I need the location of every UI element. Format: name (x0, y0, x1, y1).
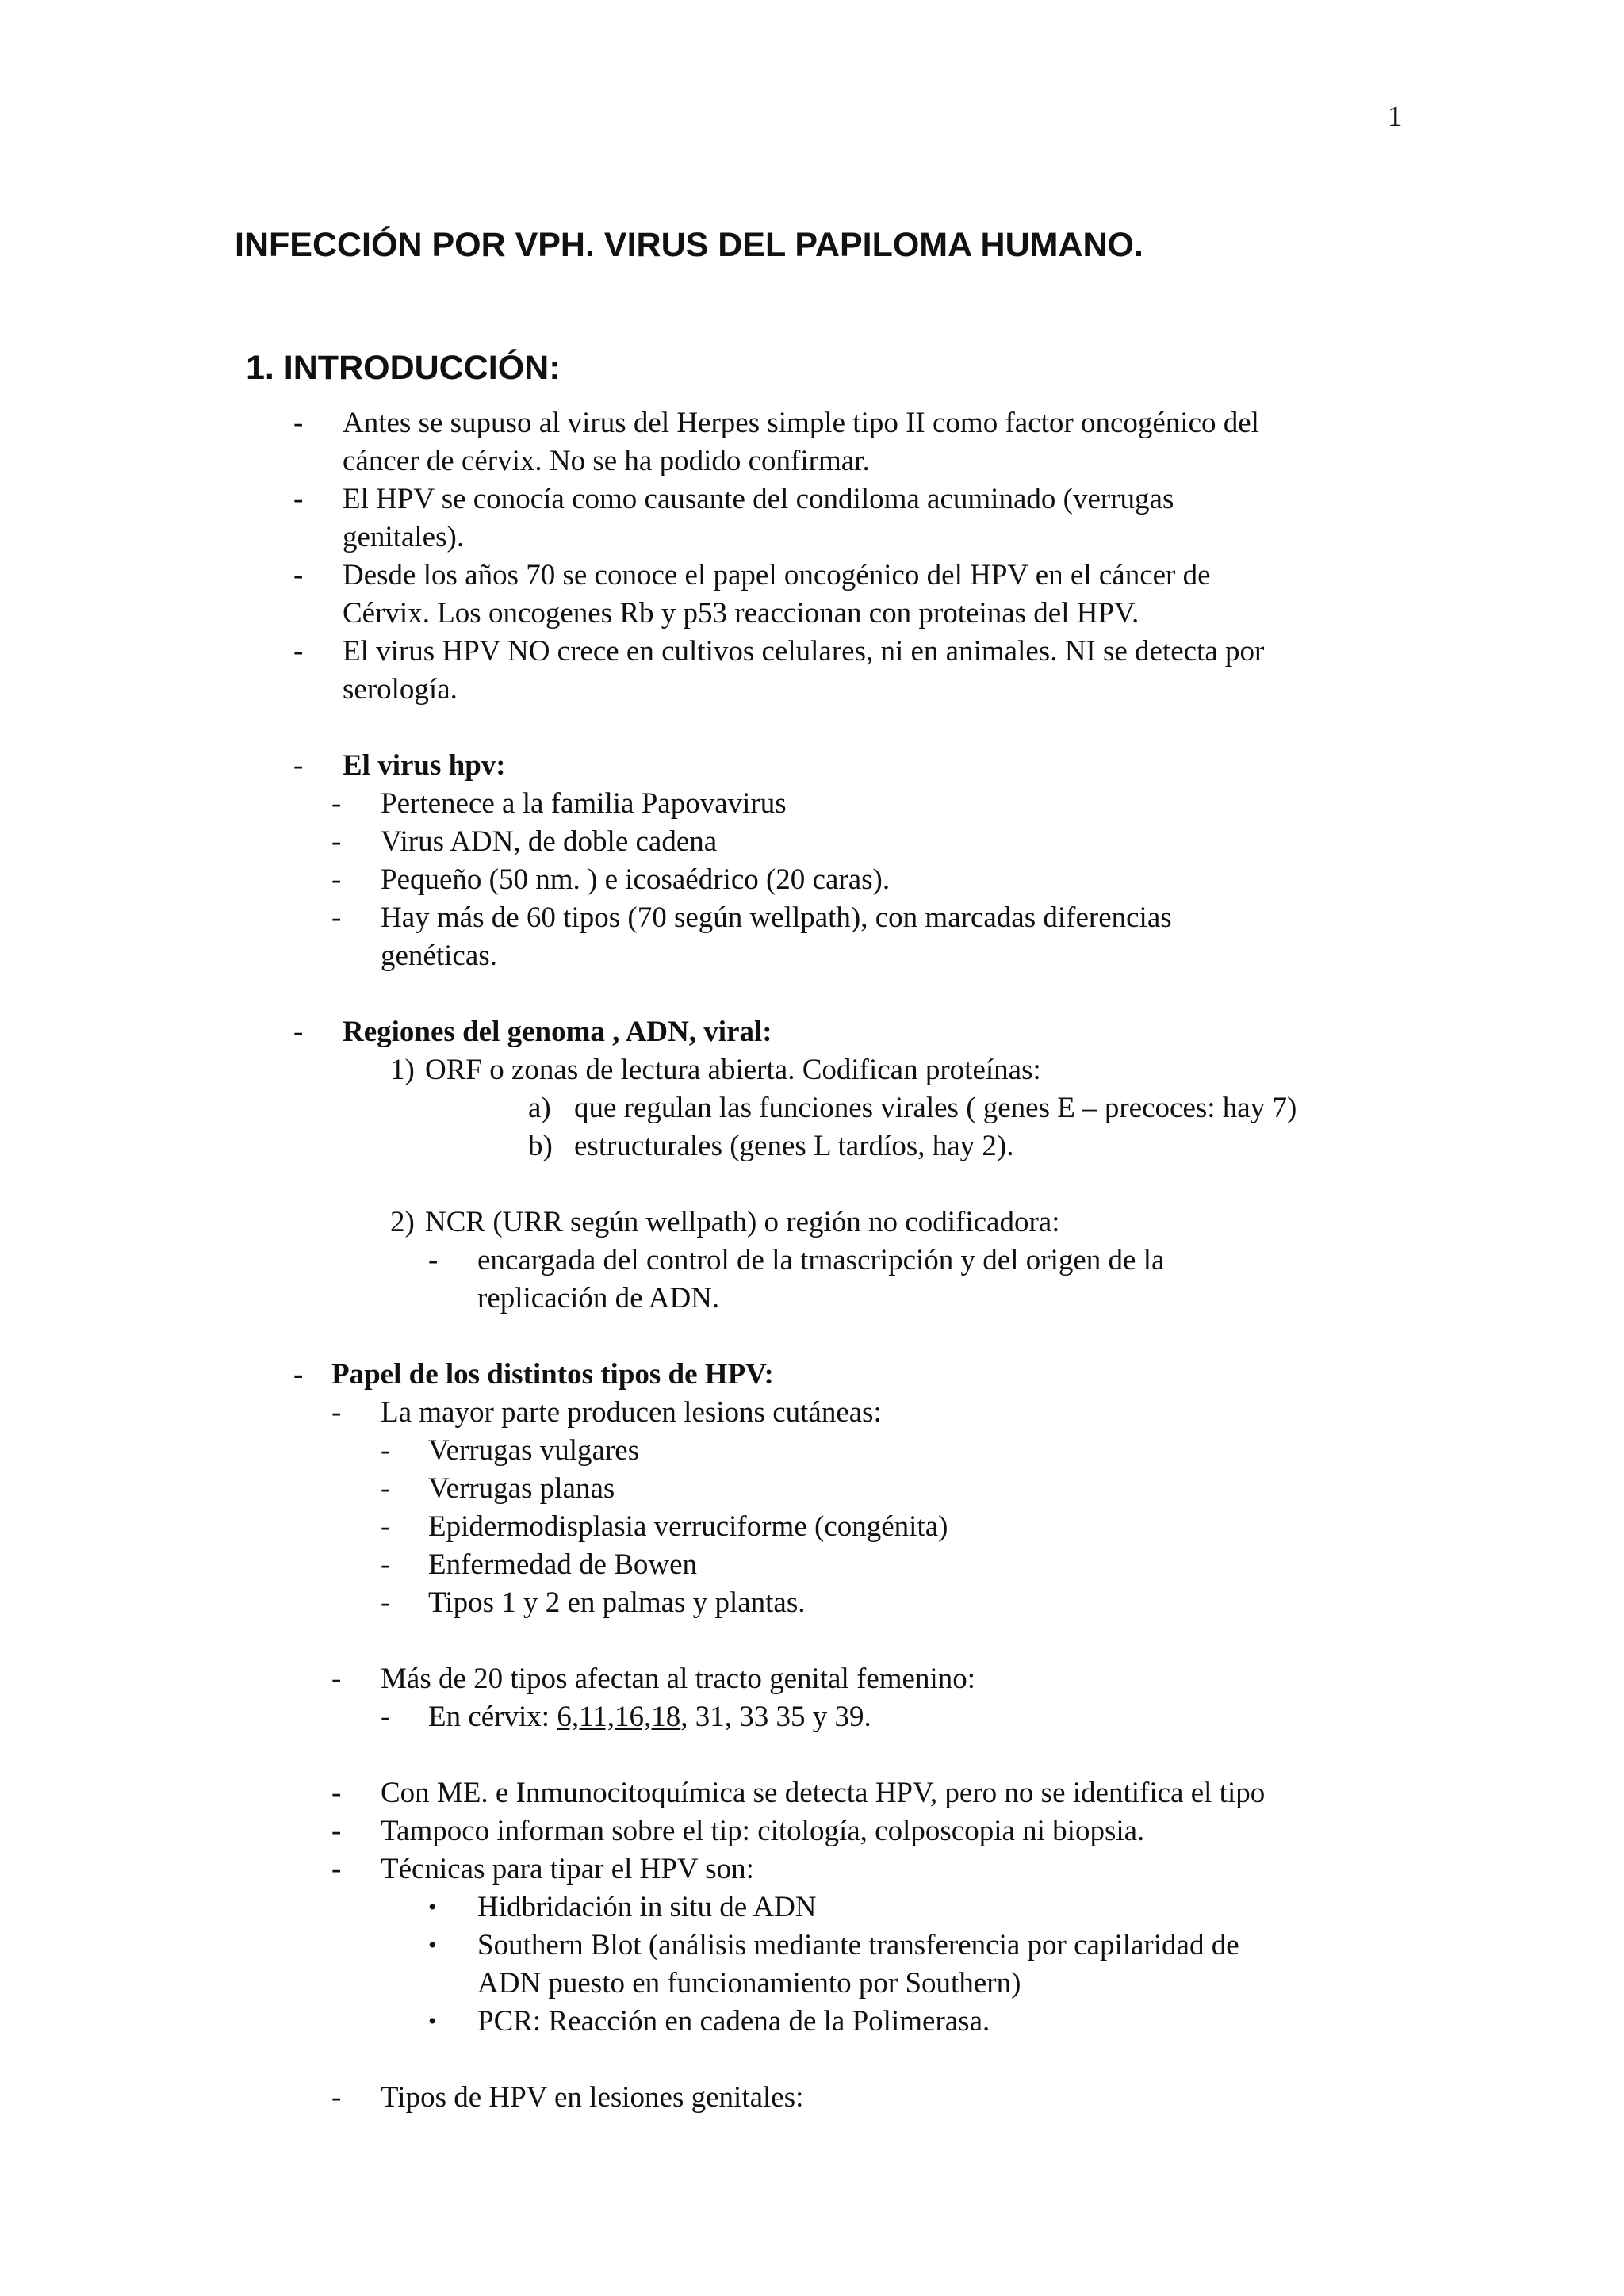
bullet-dot: • (428, 1932, 437, 1958)
dash-bullet: - (331, 825, 342, 858)
technique-item: Hidbridación in situ de ADN (477, 1891, 817, 1923)
dash-bullet: - (381, 1472, 391, 1505)
number-label: 2) (390, 1206, 415, 1238)
dash-bullet: - (293, 749, 304, 782)
dash-bullet: - (381, 1548, 391, 1581)
cutaneous-item: Verrugas planas (428, 1472, 615, 1505)
me-text: Con ME. e Inmunocitoquímica se detecta HPV, pero no se identifica el tipo (381, 1777, 1266, 1809)
intro-item-2-line-2: genitales). (343, 521, 465, 553)
dash-bullet: - (331, 1777, 342, 1809)
page-number: 1 (1388, 101, 1403, 133)
dash-bullet: - (331, 1853, 342, 1885)
orf-item-b: estructurales (genes L tardíos, hay 2). (574, 1130, 1014, 1162)
virus-item-4-line-1: Hay más de 60 tipos (70 según wellpath), con marcadas diferencias (381, 901, 1172, 934)
technique-item-line-1: Southern Blot (análisis mediante transferencia por capilaridad de (477, 1929, 1239, 1961)
dash-bullet: - (293, 559, 304, 591)
dash-bullet: - (331, 1663, 342, 1695)
dash-bullet: - (381, 1434, 391, 1467)
cervix-line (428, 1698, 871, 1736)
letter-label: a) (528, 1092, 551, 1124)
genital-text: Más de 20 tipos afectan al tracto genital femenino: (381, 1663, 976, 1695)
dash-bullet: - (293, 483, 304, 515)
cutaneous-item: Enfermedad de Bowen (428, 1548, 698, 1581)
dash-bullet: - (331, 1396, 342, 1429)
dash-bullet: - (293, 1358, 304, 1391)
dash-bullet: - (331, 2081, 342, 2114)
intro-item-3-line-2: Cérvix. Los oncogenes Rb y p53 reaccionan con proteinas del HPV. (343, 597, 1139, 629)
dash-bullet: - (331, 1815, 342, 1847)
intro-item-1-line-2: cáncer de cérvix. No se ha podido confirmar. (343, 445, 870, 477)
tecnicas-text: Técnicas para tipar el HPV son: (381, 1853, 754, 1885)
dash-bullet: - (293, 635, 304, 668)
cutaneous-item: Tipos 1 y 2 en palmas y plantas. (428, 1586, 806, 1619)
section-heading: 1. INTRODUCCIÓN: (246, 349, 561, 387)
technique-item: PCR: Reacción en cadena de la Polimerasa. (477, 2005, 990, 2038)
intro-item-2-line-1: El HPV se conocía como causante del condiloma acuminado (verrugas (343, 483, 1174, 515)
roles-heading: Papel de los distintos tipos de HPV: (331, 1358, 774, 1391)
cutaneous-item: Epidermodisplasia verruciforme (congénita) (428, 1510, 948, 1543)
technique-item-line-2: ADN puesto en funcionamiento por Southern) (477, 1967, 1021, 1999)
genome-heading: Regiones del genoma , ADN, viral: (343, 1016, 772, 1048)
virus-item: Pertenece a la familia Papovavirus (381, 787, 787, 820)
dash-bullet: - (381, 1701, 391, 1733)
cervix-suffix: , 31, 33 35 y 39. (680, 1701, 871, 1733)
bullet-dot: • (428, 2008, 437, 2034)
bullet-dot: • (428, 1894, 437, 1920)
cervix-underlined-types: 6,11,16,18 (557, 1701, 681, 1733)
virus-heading: El virus hpv: (343, 749, 506, 782)
dash-bullet: - (331, 787, 342, 820)
dash-bullet: - (381, 1586, 391, 1619)
intro-item-3-line-1: Desde los años 70 se conoce el papel oncogénico del HPV en el cáncer de (343, 559, 1211, 591)
letter-label: b) (528, 1130, 553, 1162)
ncr-item-line-2: replicación de ADN. (477, 1282, 720, 1314)
virus-item: Virus ADN, de doble cadena (381, 825, 718, 858)
dash-bullet: - (331, 901, 342, 934)
ncr-text: NCR (URR según wellpath) o región no codificadora: (425, 1206, 1060, 1238)
intro-item-4-line-2: serología. (343, 673, 458, 706)
dash-bullet: - (331, 863, 342, 896)
tampoco-text: Tampoco informan sobre el tip: citología, colposcopia ni biopsia. (381, 1815, 1145, 1847)
dash-bullet: - (293, 1016, 304, 1048)
genital-types-text: Tipos de HPV en lesiones genitales: (381, 2081, 804, 2114)
cutaneous-text: La mayor parte producen lesions cutáneas: (381, 1396, 882, 1429)
cutaneous-item: Verrugas vulgares (428, 1434, 640, 1467)
ncr-item-line-1: encargada del control de la trnascripción y del origen de la (477, 1244, 1165, 1276)
dash-bullet: - (381, 1510, 391, 1543)
virus-item-4-line-2: genéticas. (381, 939, 497, 972)
orf-item-a: que regulan las funciones virales ( genes E – precoces: hay 7) (574, 1092, 1297, 1124)
dash-bullet: - (428, 1244, 439, 1276)
intro-item-4-line-1: El virus HPV NO crece en cultivos celulares, ni en animales. NI se detecta por (343, 635, 1265, 668)
cervix-prefix: En cérvix: (428, 1701, 557, 1733)
virus-item: Pequeño (50 nm. ) e icosaédrico (20 caras). (381, 863, 891, 896)
orf-text: ORF o zonas de lectura abierta. Codifican proteínas: (425, 1054, 1041, 1086)
document-title: INFECCIÓN POR VPH. VIRUS DEL PAPILOMA HUMANO. (235, 226, 1143, 264)
dash-bullet: - (293, 407, 304, 439)
intro-item-1-line-1: Antes se supuso al virus del Herpes simple tipo II como factor oncogénico del (343, 407, 1259, 439)
number-label: 1) (390, 1054, 415, 1086)
